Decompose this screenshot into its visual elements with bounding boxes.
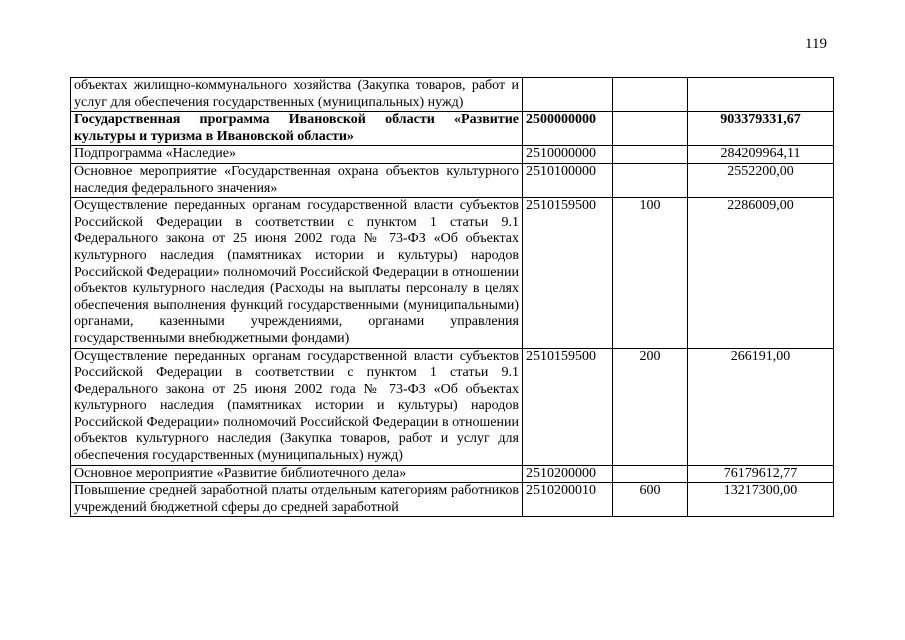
row-expense-type	[613, 163, 688, 197]
row-amount: 2552200,00	[688, 163, 834, 197]
table-row	[71, 198, 834, 348]
row-target-code: 2510100000	[523, 163, 613, 197]
row-expense-type	[613, 112, 688, 146]
row-target-code: 2500000000	[523, 112, 613, 146]
row-amount: 903379331,67	[688, 112, 834, 146]
row-amount: 284209964,11	[688, 146, 834, 164]
table-row	[71, 112, 834, 146]
table-row	[71, 465, 834, 483]
table-row	[71, 78, 834, 112]
row-amount: 2286009,00	[688, 198, 834, 348]
table-row	[71, 483, 834, 517]
row-description: Осуществление переданных органам государственной власти субъектов Российской Федерации в соответствии с пунктом 1 статьи 9.1 Федерального закона от 25 июня 2002 года № 73-ФЗ «Об объектах культурного наследия (памятниках истории и культуры) народов Российской Федерации» полномочий Российской Федерации в отношении объектов культурного наследия (Расходы на выплаты персоналу в целях обеспечения выполнения функций государственными (муниципальными) органами, казенными учреждениями, органами управления государственными внебюджетными фондами)	[71, 198, 523, 348]
row-expense-type: 100	[613, 198, 688, 348]
row-description: Основное мероприятие «Развитие библиотечного дела»	[71, 465, 523, 483]
row-description: Государственная программа Ивановской области «Развитие культуры и туризма в Ивановской области»	[71, 112, 523, 146]
row-target-code: 2510000000	[523, 146, 613, 164]
row-expense-type	[613, 78, 688, 112]
row-target-code: 2510159500	[523, 348, 613, 465]
row-expense-type	[613, 465, 688, 483]
row-target-code: 2510200010	[523, 483, 613, 517]
page-number: 119	[805, 36, 827, 52]
row-description: Подпрограмма «Наследие»	[71, 146, 523, 164]
row-amount: 13217300,00	[688, 483, 834, 517]
table-row	[71, 146, 834, 164]
row-target-code	[523, 78, 613, 112]
row-description: объектах жилищно-коммунального хозяйства (Закупка товаров, работ и услуг для обеспечения государственных (муниципальных) нужд)	[71, 78, 523, 112]
row-amount: 266191,00	[688, 348, 834, 465]
row-target-code: 2510159500	[523, 198, 613, 348]
row-expense-type: 200	[613, 348, 688, 465]
table-row	[71, 348, 834, 465]
table-row	[71, 163, 834, 197]
budget-table	[70, 77, 834, 517]
row-description: Осуществление переданных органам государственной власти субъектов Российской Федерации в соответствии с пунктом 1 статьи 9.1 Федерального закона от 25 июня 2002 года № 73-ФЗ «Об объектах культурного наследия (памятниках истории и культуры) народов Российской Федерации» полномочий Российской Федерации в отношении объектов культурного наследия (Закупка товаров, работ и услуг для обеспечения государственных (муниципальных) нужд)	[71, 348, 523, 465]
row-amount: 76179612,77	[688, 465, 834, 483]
row-description: Основное мероприятие «Государственная охрана объектов культурного наследия федерального значения»	[71, 163, 523, 197]
row-expense-type	[613, 146, 688, 164]
row-description: Повышение средней заработной платы отдельным категориям работников учреждений бюджетной сферы до средней заработной	[71, 483, 523, 517]
row-amount	[688, 78, 834, 112]
row-target-code: 2510200000	[523, 465, 613, 483]
row-expense-type: 600	[613, 483, 688, 517]
